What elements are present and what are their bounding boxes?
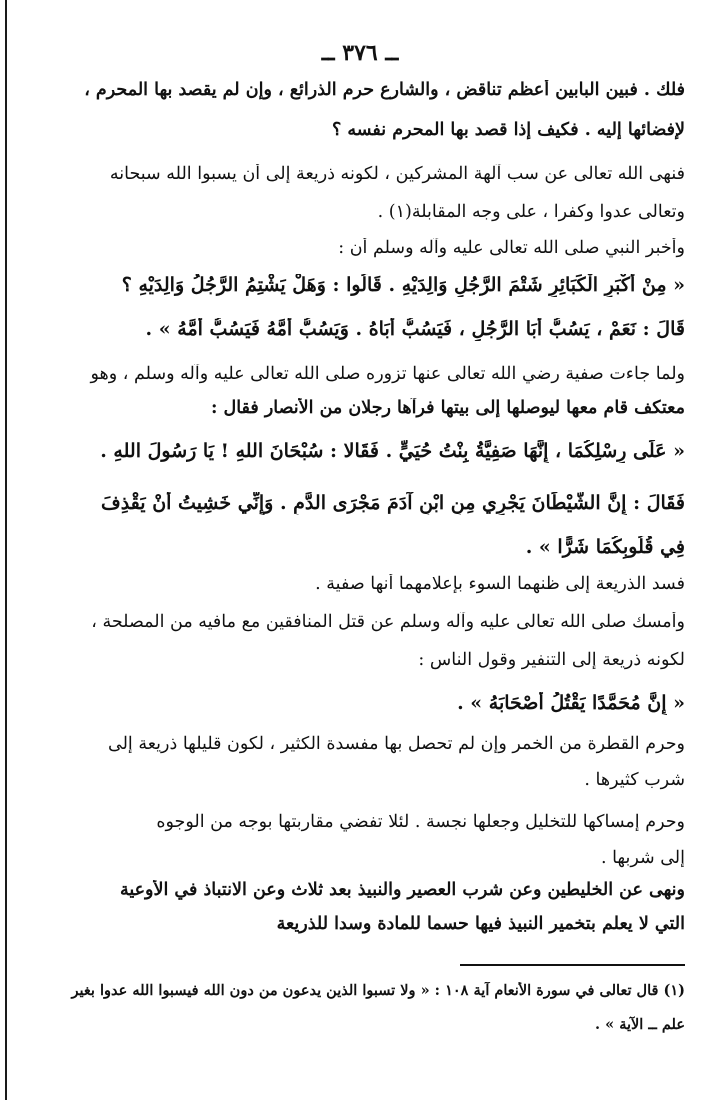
text-line-7: معتكف قام معها ليوصلها إلى بيتها فرآها رجلان من الأنصار فقال : xyxy=(210,398,685,418)
hadith-line-2: قَالَ : نَعَمْ ، يَسُبُّ أَبَا الرَّجُلِ ، فَيَسُبُّ أَبَاهُ . وَيَسُبُّ أُمَّهُ فَيَسُبُّ أُمَّهُ » . xyxy=(145,318,685,340)
text-line-5: وأخبر النبي صلى الله تعالى عليه وآله وسلم أن : xyxy=(338,238,685,258)
text-line-13: وحرم إمساكها للتخليل وجعلها نجسة . لئلا تفضي مقاربتها بوجه من الوجوه xyxy=(156,812,685,832)
text-line-10: لكونه ذريعة إلى التنفير وقول الناس : xyxy=(418,650,685,670)
footnote-separator xyxy=(460,964,685,966)
footnote-line-2: علم ــ الآية » . xyxy=(594,1016,685,1033)
text-line-15: ونهى عن الخليطين وعن شرب العصير والنبيذ بعد ثلاث وعن الانتباذ في الأوعية xyxy=(119,880,685,900)
hadith-line-1: « مِنْ أَكْبَرِ الْكَبَائِرِ شَتْمَ الرَّجُلِ وَالِدَيْهِ . قَالُوا : وَهَلْ يَشْتِمُ الرَّجُلُ وَالِدَيْهِ ؟ xyxy=(121,274,685,296)
text-line-1: فلك . فبين البابين أعظم تناقض ، والشارع حرم الذرائع ، وإن لم يقصد بها المحرم ، xyxy=(84,80,685,100)
hadith-line-6: « إِنَّ مُحَمَّدًا يَقْتُلُ أَصْحَابَهُ » . xyxy=(457,692,685,714)
text-line-12: شرب كثيرها . xyxy=(584,770,685,790)
text-line-14: إلى شربها . xyxy=(600,848,685,868)
text-line-4: وتعالى عدوا وكفرا ، على وجه المقابلة(١) . xyxy=(377,202,685,222)
text-line-11: وحرم القطرة من الخمر وإن لم تحصل بها مفسدة الكثير ، لكون قليلها ذريعة إلى xyxy=(108,734,685,754)
hadith-line-5: فِي قُلُوبِكُمَا شَرًّا » . xyxy=(525,536,685,558)
page-edge-line xyxy=(5,0,7,1100)
hadith-line-3: « عَلَى رِسْلِكُمَا ، إِنَّهَا صَفِيَّةُ بِنْتُ حُيَيٍّ . فَقَالا : سُبْحَانَ اللهِ ! يَا رَسُولَ اللهِ . xyxy=(100,440,685,462)
text-line-2: لإفضائها إليه . فكيف إذا قصد بها المحرم نفسه ؟ xyxy=(332,120,685,140)
text-line-3: فنهى الله تعالى عن سب آلهة المشركين ، لكونه ذريعة إلى أن يسبوا الله سبحانه xyxy=(109,164,685,184)
text-line-6: ولما جاءت صفية رضي الله تعالى عنها تزوره صلى الله تعالى عليه وآله وسلم ، وهو xyxy=(90,364,685,384)
hadith-line-4: فَقَالَ : إِنَّ الشَّيْطَانَ يَجْرِي مِنِ ابْنِ آدَمَ مَجْرَى الدَّمِ . وَإِنِّي خَشِيتُ أَنْ يَقْذِفَ xyxy=(101,492,685,514)
footnote-line-1: (١) قال تعالى في سورة الأنعام آية ١٠٨ : « ولا تسبوا الذين يدعون من دون الله فيسبوا الله عدوا بغير xyxy=(71,982,685,999)
text-line-9: وأمسك صلى الله تعالى عليه وآله وسلم عن قتل المنافقين مع مافيه من المصلحة ، xyxy=(91,612,685,632)
page-number: ــ ٣٧٦ ــ xyxy=(321,40,399,66)
text-line-8: فسد الذريعة إلى ظنهما السوء بإعلامهما أنها صفية . xyxy=(315,574,685,594)
text-line-16: التي لا يعلم بتخمير النبيذ فيها حسما للمادة وسدا للذريعة xyxy=(276,914,685,934)
